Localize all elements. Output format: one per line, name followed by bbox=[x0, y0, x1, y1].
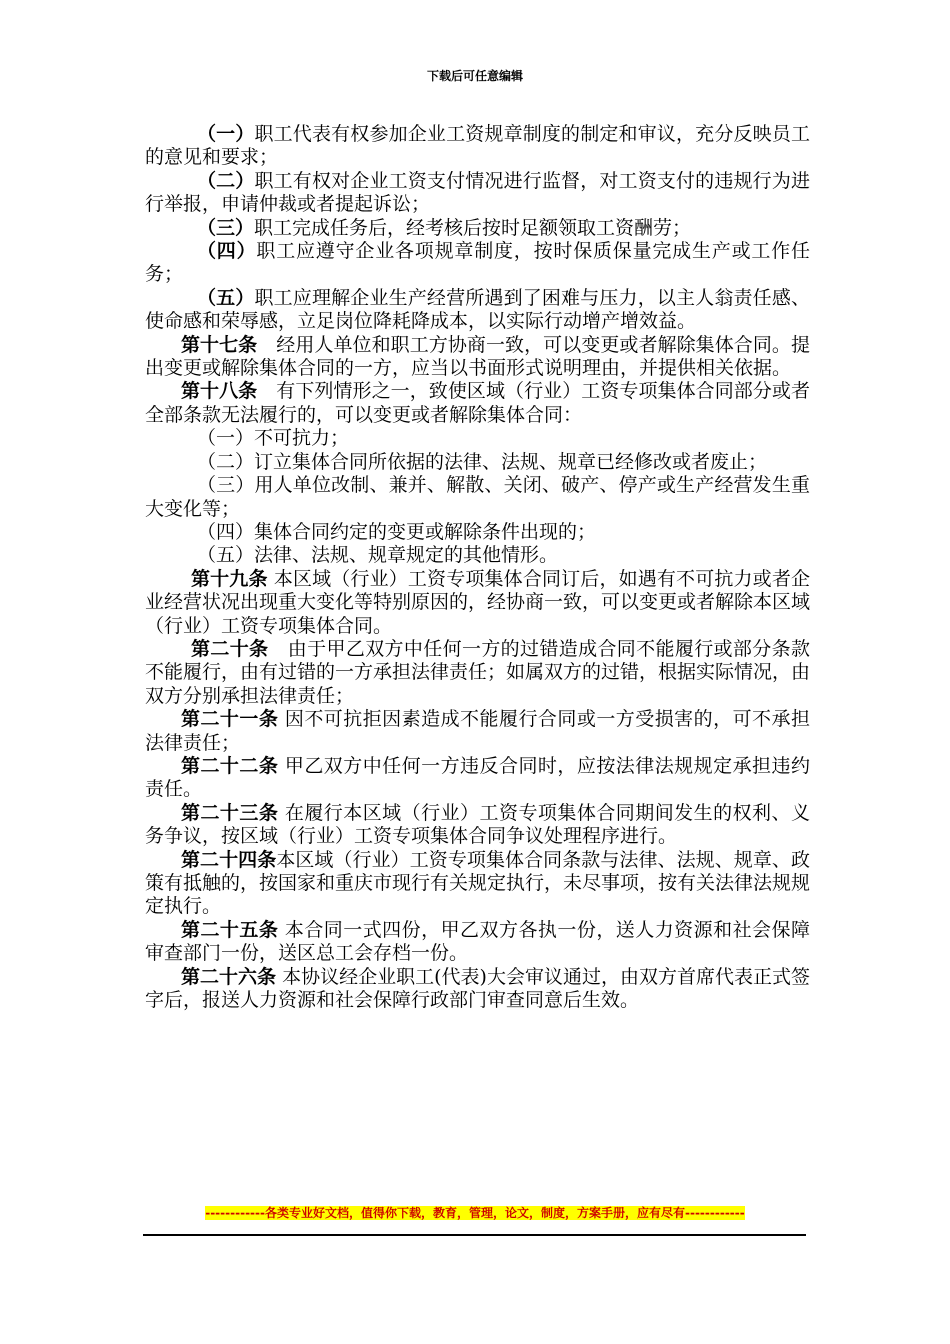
paragraph-text: 经用人单位和职工方协商一致，可以变更或者解除集体合同。提出变更或解除集体合同的一方，应当以书面形式说明理由，并提供相关依据。 bbox=[145, 333, 810, 380]
paragraph-lead: 第十八条 bbox=[181, 380, 258, 403]
paragraph-text: 职工应理解企业生产经营所遇到了困难与压力，以主人翁责任感、使命感和荣辱感，立足岗位降耗降成本，以实际行动增产增效益。 bbox=[145, 286, 810, 333]
paragraph-text: 有下列情形之一，致使区域（行业）工资专项集体合同部分或者全部条款无法履行的，可以变更或者解除集体合同： bbox=[145, 380, 810, 426]
footer-banner bbox=[180, 1206, 770, 1221]
paragraph-text: 本区域（行业）工资专项集体合同订后，如遇有不可抗力或者企业经营状况出现重大变化等特别原因的，经协商一致，可以变更或者解除本区域（行业）工资专项集体合同。 bbox=[145, 567, 811, 637]
paragraph-text: 职工应遵守企业各项规章制度，按时保质保量完成生产或工作任务； bbox=[145, 240, 810, 286]
paragraph-lead: 第二十条 bbox=[191, 637, 269, 660]
paragraph bbox=[145, 451, 810, 474]
paragraph bbox=[145, 544, 810, 567]
paragraph bbox=[145, 334, 810, 381]
paragraph-lead: 第二十三条 bbox=[181, 801, 279, 824]
paragraph-lead: 第十九条 bbox=[191, 567, 268, 590]
paragraph-text: 在履行本区域（行业）工资专项集体合同期间发生的权利、义务争议，按区域（行业）工资专项集体合同争议处理程序进行。 bbox=[145, 801, 810, 848]
paragraph-text: 本合同一式四份，甲乙双方各执一份，送人力资源和社会保障审查部门一份，送区总工会存档一份。 bbox=[145, 918, 810, 965]
paragraph-lead: 第二十一条 bbox=[181, 708, 279, 731]
footer-divider bbox=[143, 1234, 806, 1236]
paragraph-text: 由于甲乙双方中任何一方的过错造成合同不能履行或部分条款不能履行，由有过错的一方承担法律责任；如属双方的过错，根据实际情况，由双方分别承担法律责任； bbox=[145, 637, 811, 707]
document-body bbox=[145, 123, 810, 1012]
paragraph-lead: （一） bbox=[197, 123, 255, 145]
paragraph-lead: 第二十二条 bbox=[181, 754, 279, 777]
paragraph bbox=[145, 966, 810, 1013]
paragraph-lead: （四） bbox=[197, 240, 257, 263]
paragraph-lead: （二） bbox=[197, 169, 255, 192]
paragraph bbox=[145, 427, 810, 450]
paragraph bbox=[145, 802, 810, 849]
paragraph bbox=[145, 380, 810, 427]
paragraph bbox=[145, 170, 810, 217]
paragraph bbox=[145, 521, 810, 544]
paragraph bbox=[145, 240, 810, 287]
paragraph bbox=[145, 217, 810, 240]
paragraph-text: 本协议经企业职工(代表)大会审议通过，由双方首席代表正式签字后，报送人力资源和社会保障行政部门审查同意后生效。 bbox=[145, 965, 810, 1012]
paragraph bbox=[145, 638, 810, 708]
paragraph-text: 职工完成任务后，经考核后按时足额领取工资酬劳； bbox=[254, 216, 692, 239]
paragraph bbox=[145, 755, 810, 802]
paragraph bbox=[145, 568, 810, 638]
paragraph-text: （五）法律、法规、规章规定的其他情形。 bbox=[197, 544, 559, 567]
paragraph-text: （二）订立集体合同所依据的法律、法规、规章已经修改或者废止； bbox=[197, 450, 768, 473]
paragraph-text: 甲乙双方中任何一方违反合同时，应按法律法规规定承担违约责任。 bbox=[145, 754, 810, 801]
paragraph bbox=[145, 287, 810, 334]
paragraph-text: （三）用人单位改制、兼并、解散、关闭、破产、停产或生产经营发生重大变化等； bbox=[145, 474, 810, 520]
paragraph-lead: 第二十六条 bbox=[181, 965, 277, 988]
paragraph-lead: （三） bbox=[197, 216, 255, 239]
paragraph-text: （一）不可抗力； bbox=[197, 427, 350, 450]
paragraph-text: 本区域（行业）工资专项集体合同条款与法律、法规、规章、政策有抵触的，按国家和重庆市现行有关规定执行，未尽事项，按有关法律法规规定执行。 bbox=[145, 848, 811, 918]
paragraph bbox=[145, 919, 810, 966]
paragraph bbox=[145, 849, 810, 919]
page-header: 下载后可任意编辑 bbox=[426, 69, 523, 83]
paragraph-lead: 第二十四条 bbox=[181, 848, 277, 871]
paragraph bbox=[145, 708, 810, 755]
paragraph-text: 职工代表有权参加企业工资规章制度的制定和审议，充分反映员工的意见和要求； bbox=[145, 123, 810, 169]
footer-banner-text: ------------各类专业好文档，值得你下载，教育，管理，论文，制度，方案手册，应有尽有------------ bbox=[205, 1206, 745, 1220]
paragraph-lead: （五） bbox=[197, 286, 255, 309]
paragraph-lead: 第二十五条 bbox=[181, 918, 279, 941]
paragraph-text: 职工有权对企业工资支付情况进行监督，对工资支付的违规行为进行举报，申请仲裁或者提起诉讼； bbox=[145, 169, 810, 216]
paragraph bbox=[145, 123, 810, 170]
paragraph-text: （四）集体合同约定的变更或解除条件出现的； bbox=[197, 520, 597, 543]
paragraph bbox=[145, 474, 810, 521]
paragraph-lead: 第十七条 bbox=[181, 333, 258, 356]
paragraph-text: 因不可抗拒因素造成不能履行合同或一方受损害的，可不承担法律责任； bbox=[145, 708, 810, 754]
